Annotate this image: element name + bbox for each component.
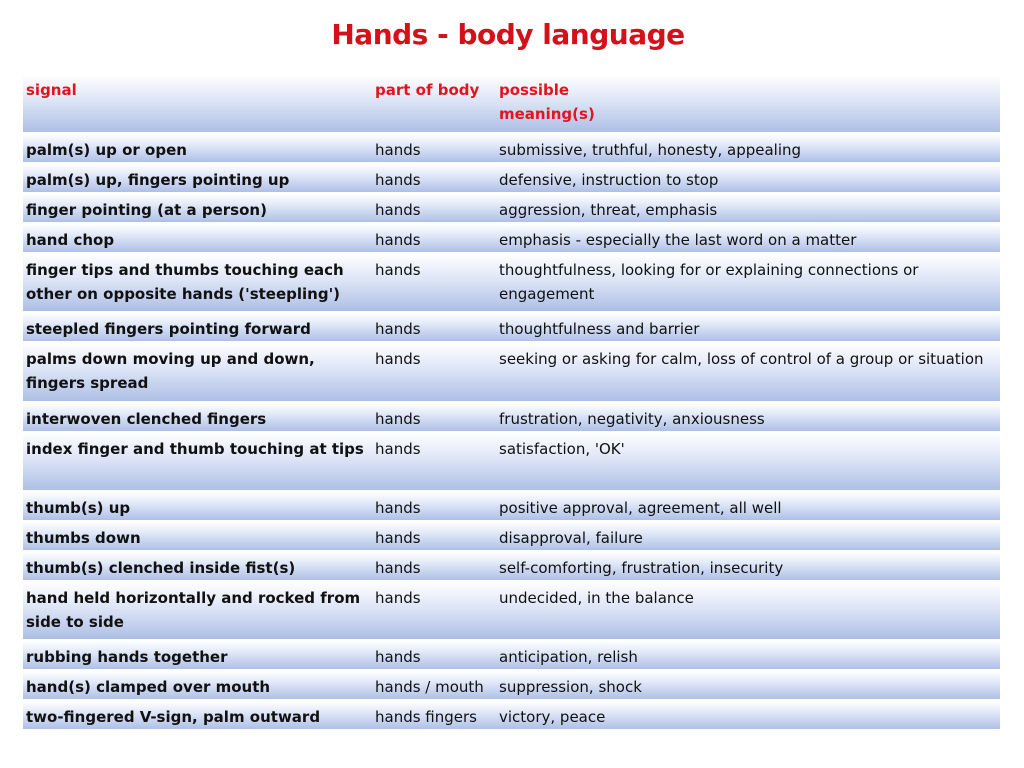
part-cell: hands fingers [375,708,477,726]
signal-cell: rubbing hands together [26,648,228,666]
signal-cell: finger tips and thumbs touching each other on opposite hands ('steepling') [26,261,344,303]
part-cell: hands [375,171,421,189]
table-row [23,522,1000,552]
signal-cell: palms down moving up and down, fingers spread [26,350,315,392]
part-cell: hands / mouth [375,678,484,696]
signal-cell: palm(s) up or open [26,141,187,159]
table-row [23,433,1000,492]
signal-cell: index finger and thumb touching at tips [26,440,364,458]
table-row [23,582,1000,641]
meaning-cell: frustration, negativity, anxiousness [499,410,765,428]
signal-cell: palm(s) up, fingers pointing up [26,171,290,189]
signal-cell: hand(s) clamped over mouth [26,678,271,696]
meaning-cell: victory, peace [499,708,606,726]
part-cell: hands [375,410,421,428]
signal-cell: interwoven clenched fingers [26,410,267,428]
part-cell: hands [375,320,421,338]
meaning-cell: thoughtfulness and barrier [499,320,700,338]
table-row [23,492,1000,522]
meaning-cell: emphasis - especially the last word on a matter [499,231,857,249]
table-row [23,403,1000,433]
page-title: Hands - body language [331,18,685,51]
table-row [23,671,1000,701]
table-row [23,641,1000,671]
meaning-cell: positive approval, agreement, all well [499,499,782,517]
signal-cell: two-fingered V-sign, palm outward [26,708,321,726]
signal-cell: finger pointing (at a person) [26,201,267,219]
meaning-cell: seeking or asking for calm, loss of control of a group or situation [499,350,984,368]
meaning-cell: defensive, instruction to stop [499,171,719,189]
part-cell: hands [375,201,421,219]
table-row [23,313,1000,343]
table-row [23,701,1000,731]
meaning-cell: undecided, in the balance [499,589,694,607]
part-cell: hands [375,141,421,159]
part-cell: hands [375,231,421,249]
signal-cell: hand chop [26,231,115,249]
meaning-cell: satisfaction, 'OK' [499,440,625,458]
meaning-cell: suppression, shock [499,678,642,696]
table-row [23,552,1000,582]
signal-cell: hand held horizontally and rocked from side to side [26,589,361,631]
part-cell: hands [375,499,421,517]
column-header-meaning-line2: meaning(s) [499,105,595,123]
part-cell: hands [375,261,421,279]
part-cell: hands [375,648,421,666]
table-row [23,164,1000,194]
part-cell: hands [375,529,421,547]
meaning-cell: anticipation, relish [499,648,638,666]
part-cell: hands [375,589,421,607]
meaning-cell: self-comforting, frustration, insecurity [499,559,784,577]
column-header-signal: signal [26,81,77,99]
table-row [23,134,1000,164]
signal-cell: thumbs down [26,529,141,547]
column-header-meaning-line1: possible [499,81,570,99]
table-row [23,194,1000,224]
part-cell: hands [375,440,421,458]
table-row [23,343,1000,403]
body-language-table [23,75,1000,732]
signal-cell: thumb(s) clenched inside fist(s) [26,559,296,577]
signal-cell: steepled fingers pointing forward [26,320,311,338]
part-cell: hands [375,350,421,368]
table-row [23,224,1000,254]
table-header-row [23,75,1000,134]
meaning-cell: thoughtfulness, looking for or explaining connections or engagement [499,261,919,303]
column-header-part-of-body: part of body [375,81,480,99]
meaning-cell: aggression, threat, emphasis [499,201,718,219]
signal-cell: thumb(s) up [26,499,131,517]
part-cell: hands [375,559,421,577]
table-row [23,254,1000,313]
meaning-cell: submissive, truthful, honesty, appealing [499,141,802,159]
meaning-cell: disapproval, failure [499,529,643,547]
column-header-possible-meanings [496,75,1000,134]
